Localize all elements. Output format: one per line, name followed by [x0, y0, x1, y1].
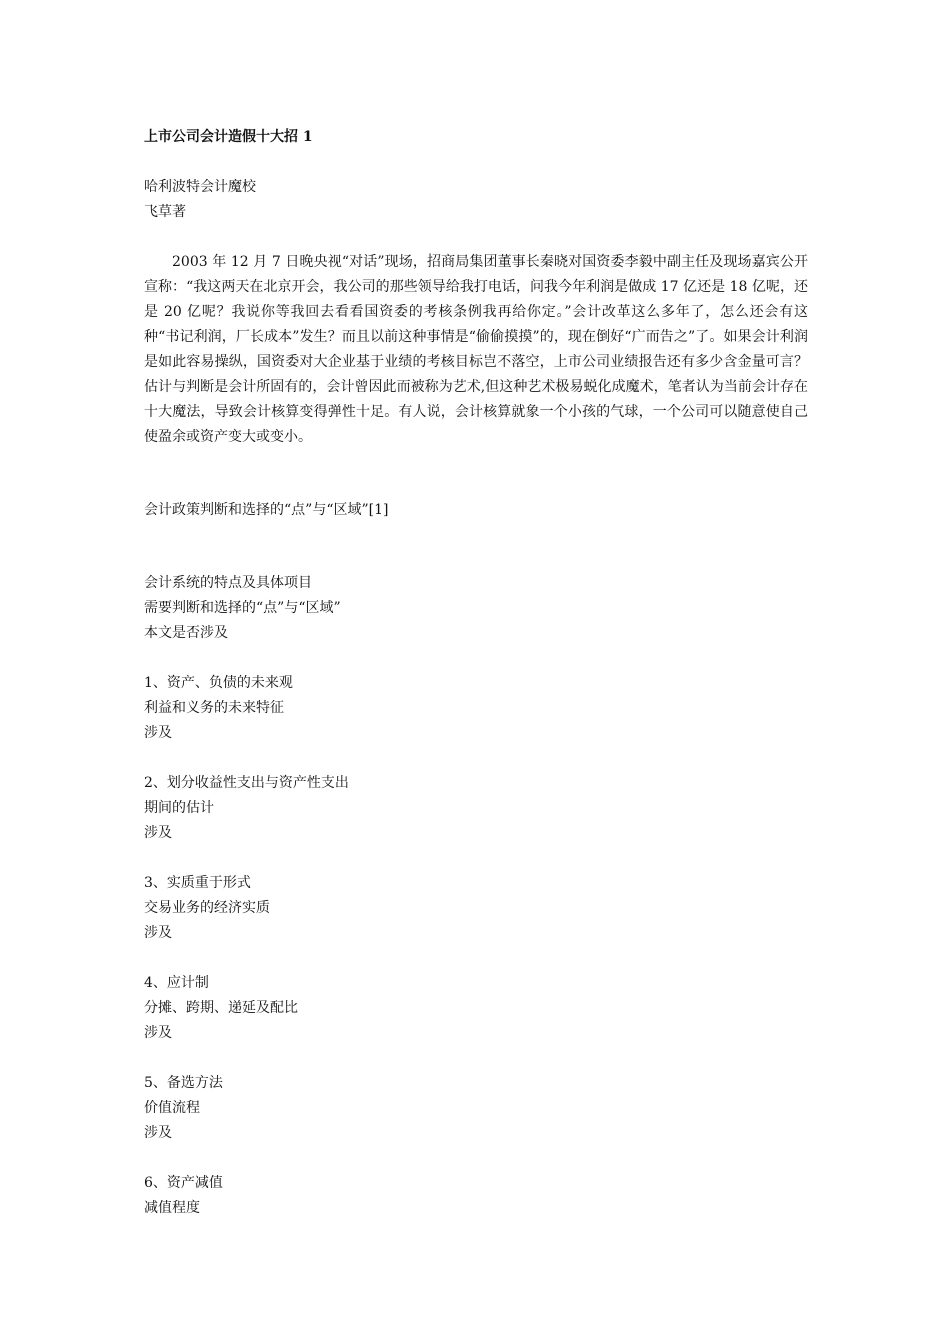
- item-point: 分摊、跨期、递延及配比: [144, 1000, 298, 1016]
- list-item: [144, 871, 808, 946]
- item-name: 5、备选方法: [144, 1075, 223, 1091]
- list-item: [144, 1171, 808, 1221]
- list-item: [144, 671, 808, 746]
- item-name: 6、资产减值: [144, 1175, 223, 1191]
- item-name: 3、实质重于形式: [144, 875, 251, 891]
- item-covered: 涉及: [144, 925, 172, 941]
- item-point: 减值程度: [144, 1200, 200, 1216]
- document-subtitle: 哈利波特会计魔校: [144, 179, 256, 195]
- list-item: [144, 771, 808, 846]
- item-point: 利益和义务的未来特征: [144, 700, 284, 716]
- table-header-covered: 本文是否涉及: [144, 625, 228, 641]
- item-name: 1、资产、负债的未来观: [144, 675, 293, 691]
- item-point: 期间的估计: [144, 800, 214, 816]
- list-item: [144, 971, 808, 1046]
- intro-paragraph: 2003 年 12 月 7 日晚央视“对话”现场，招商局集团董事长秦晓对国资委李毅中副主任及现场嘉宾公开宣称：“我这两天在北京开会，我公司的那些领导给我打电话，问我今年利润是做成 17 亿还是 18 亿呢，还是 20 亿呢？我说你等我回去看看国资委的考核条例我再给你定。”会计改革这么多年了，怎么还会有这种“书记利润，厂长成本”发生？而且以前这种事情是“偷偷摸摸”的，现在倒好“广而告之”了。如果会计利润是如此容易操纵，国资委对大企业基于业绩的考核目标岂不落空，上市公司业绩报告还有多少含金量可言？估计与判断是会计所固有的，会计曾因此而被称为艺术,但这种艺术极易蜕化成魔术，笔者认为当前会计存在十大魔法，导致会计核算变得弹性十足。有人说，会计核算就象一个小孩的气球，一个公司可以随意使自己使盈余或资产变大或变小。: [144, 254, 808, 445]
- item-covered: 涉及: [144, 825, 172, 841]
- table-header-point: 需要判断和选择的“点”与“区域”: [144, 600, 341, 616]
- document-author: 飞草著: [144, 204, 186, 220]
- item-name: 4、应计制: [144, 975, 209, 991]
- item-point: 交易业务的经济实质: [144, 900, 270, 916]
- section-heading: 会计政策判断和选择的“点”与“区域”[1]: [144, 502, 389, 518]
- list-item: [144, 1071, 808, 1146]
- table-header-item: 会计系统的特点及具体项目: [144, 575, 312, 591]
- item-covered: 涉及: [144, 725, 172, 741]
- item-name: 2、划分收益性支出与资产性支出: [144, 775, 349, 791]
- document-title: 上市公司会计造假十大招 1: [144, 129, 313, 145]
- table-header-block: [144, 571, 808, 646]
- item-covered: 涉及: [144, 1025, 172, 1041]
- item-point: 价值流程: [144, 1100, 200, 1116]
- item-covered: 涉及: [144, 1125, 172, 1141]
